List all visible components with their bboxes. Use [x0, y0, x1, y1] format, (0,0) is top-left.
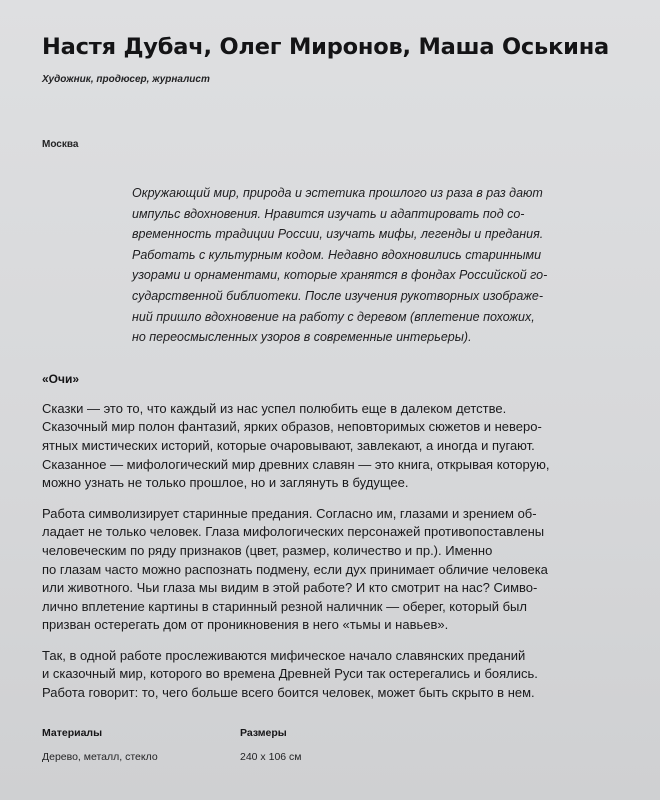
quote-line: Работать с культурным кодом. Недавно вдохновились старинными	[132, 247, 542, 262]
artist-names: Настя Дубач, Олег Миронов, Маша Оськина	[42, 34, 610, 60]
materials-value: Дерево, металл, стекло	[42, 750, 158, 763]
text-line: Работа говорит: то, чего больше всего боится человек, может быть скрыто в нем.	[42, 685, 535, 701]
text-line: можно узнать не только прошлое, но и заглянуть в будущее.	[42, 475, 409, 491]
text-line: Так, в одной работе прослеживаются мифическое начало славянских преданий	[42, 647, 526, 663]
description-paragraph	[42, 400, 617, 493]
text-line: по глазам часто можно распознать подмену, если дух принимает обличие человека	[42, 561, 548, 577]
quote-line: но переосмысленных узоров в современные интерьеры).	[132, 330, 472, 345]
text-line: Сказки — это то, что каждый из нас успел полюбить еще в далеком детстве.	[42, 400, 507, 416]
text-line: человеческим по ряду признаков (цвет, размер, количество и пр.). Именно	[42, 542, 493, 558]
work-title: «Очи»	[42, 371, 80, 386]
text-line: Работа символизирует старинные предания. Согласно им, глазами и зрением об-	[42, 505, 537, 521]
text-line: или животного. Чьи глаза мы видим в этой работе? И кто смотрит на нас? Симво-	[42, 580, 538, 596]
text-line: лично вплетение картины в старинный резной наличник — оберег, который был	[42, 598, 527, 614]
text-line: Сказанное — мифологический мир древних славян — это книга, открывая которую,	[42, 456, 550, 472]
quote-line: узорами и орнаментами, которые хранятся в фондах Российской го-	[132, 268, 548, 283]
quote-line: ний пришло вдохновение на работу с деревом (вплетение похожих,	[132, 309, 535, 324]
quote-line: сударственной библиотеки. После изучения рукотворных изображе-	[132, 288, 543, 303]
text-line: призван остерегать дом от проникновения в него «тьмы и навьев».	[42, 617, 449, 633]
text-line: ятных мистических историй, которые очаровывают, завлекают, а иногда и пугают.	[42, 437, 535, 453]
description-paragraph	[42, 505, 617, 635]
artist-quote	[132, 183, 627, 348]
text-line: Сказочный мир полон фантазий, ярких образов, неповторимых сюжетов и неверо-	[42, 419, 542, 435]
text-line: ладает не только человек. Глаза мифологических персонажей противопоставлены	[42, 524, 545, 540]
text-line: и сказочный мир, которого во времена Древней Руси так остерегались и боялись.	[42, 666, 538, 682]
artist-roles: Художник, продюсер, журналист	[42, 74, 210, 85]
size-block	[240, 727, 438, 763]
size-label: Размеры	[240, 726, 287, 739]
materials-label: Материалы	[42, 726, 103, 739]
size-value: 240 х 106 см	[240, 750, 302, 763]
artist-city: Москва	[42, 139, 79, 150]
quote-line: импульс вдохновения. Нравится изучать и адаптировать под со-	[132, 206, 525, 221]
quote-line: Окружающий мир, природа и эстетика прошлого из раза в раз дают	[132, 186, 543, 200]
work-description	[42, 400, 617, 703]
materials-block	[42, 727, 240, 763]
description-paragraph	[42, 647, 617, 703]
quote-line: временность традиции России, изучать мифы, легенды и предания.	[132, 227, 544, 242]
artwork-details	[42, 727, 630, 763]
